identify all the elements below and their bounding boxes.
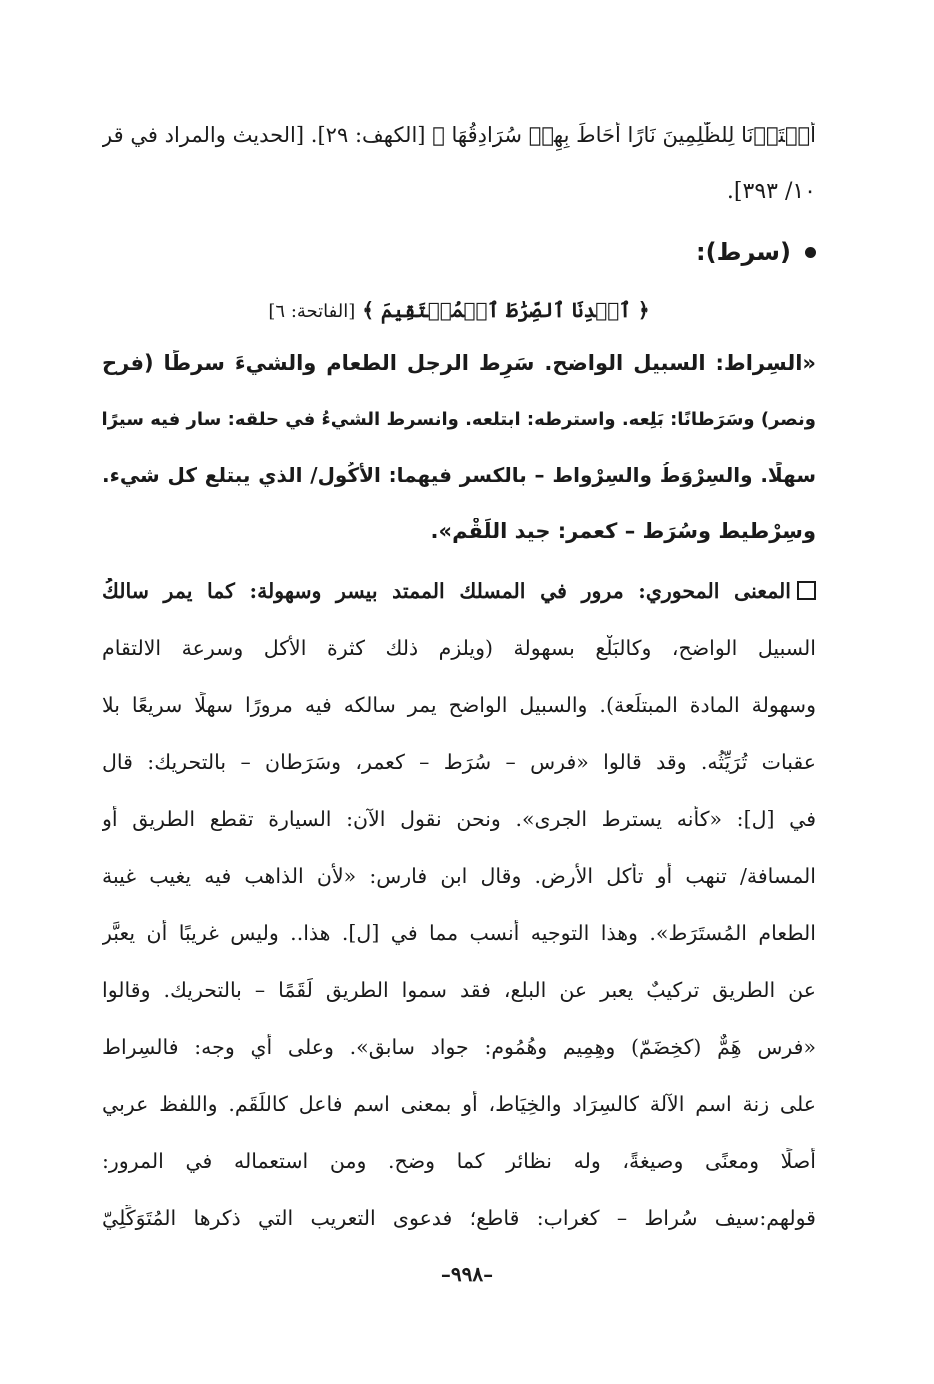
dictionary-quote — [102, 350, 816, 574]
text-line: في [ل]: «كأنه يسترط الجرى». ونحن نقول الآن: السيارة تقطع الطريق أو — [102, 807, 816, 831]
square-icon — [797, 581, 816, 600]
entry-root: (سرط): — [696, 238, 791, 266]
text-line: عن الطريق تركيبٌ يعبر عن البلع، فقد سموا الطريق لَقَمًا – بالتحريك. وقالوا — [102, 978, 816, 1002]
section-label-rest: : مرور في المسلك الممتد بيسر وسهولة: كما يمر سالكُ — [102, 579, 646, 603]
verse-reference: [الفاتحة: ٦] — [268, 301, 356, 322]
body-paragraph — [102, 578, 816, 1262]
text-line: سهلًا. والسِرْوَطُ والسِرْواط – بالكسر فيهما: الأكُول/ الذي يبتلع كل شيء. — [102, 463, 816, 487]
text-line: المسافة/ تنهب أو تأكل الأرض. وقال ابن فارس: «لأن الذاهب فيه يغيب غيبة — [102, 864, 816, 888]
text-line: عقبات تُرَيِّثُه. وقد قالوا «فرس – سُرَط – كعمر، وسَرَطان – بالتحريك: قال — [102, 750, 816, 774]
quran-verse — [102, 296, 816, 326]
text-line: «فرس هَِمٌّ (كخِضَمّ) وهِمِيم وهُمُوم: جواد سابق». وعلى أي وجه: فالسِراط — [102, 1035, 816, 1059]
text-line — [102, 578, 816, 635]
text-line: أصلًا ومعنًى وصيغةً، وله نظائر كما وضح. ومن استعماله في المرور: — [102, 1149, 816, 1173]
text-line: «السِراط: السبيل الواضح. سَرِط الرجل الطعام والشيءَ سرطًا (فرح — [102, 351, 816, 375]
text-line: ونصر) وسَرَطانًا: بَلِعه. واسترطه: ابتلعه. وانسرط الشيءُ في حلقه: سار فيه سيرًا — [102, 409, 816, 430]
text-line: وسهولة المادة المبتلَعة). والسبيل الواضح يمر سالكه فيه مرورًا سهلًا سريعًا بلا — [102, 693, 816, 717]
verse-text: ﴿ ٱهۡدِنَا ٱلصِّرَٰطَ ٱلۡمُسۡتَقِيمَ ﴾ — [362, 298, 650, 322]
text-line: وسِرْطيط وسُرَط – كعمر: جيد اللَقْم». — [430, 519, 816, 543]
text-line: على زنة اسم الآلة كالسِرَاد والخِيَاط، أو بمعنى اسم فاعل كاللَقَم. واللفظ عربي — [102, 1092, 816, 1116]
section-label: المعنى المحوري — [645, 579, 791, 603]
intro-paragraph — [102, 122, 816, 234]
text-line: أَعۡتَدۡنَا لِلظَّٰلِمِينَ نَارًا أَحَاطَ بِهِمۡ سُرَادِقُهَا ﴾ [الكهف: ٢٩]. [الحديث والمراد في قر — [102, 123, 816, 147]
page-number: –٩٩٨– — [440, 1262, 494, 1286]
text-line: قولهم:سيف سُراط – كغراب: قاطع؛ فدعوى التعريب التي ذكرها المُتَوَكِّلِيّ — [102, 1206, 816, 1230]
bullet-icon — [805, 247, 816, 258]
text-line: السبيل الواضح، وكالبَلْع بسهولة (ويلزم ذلك كثرة الأكل وسرعة الالتقام — [102, 636, 816, 660]
text-line: الطعام المُستَرَط». وهذا التوجيه أنسب مما في [ل]. هذا.. وليس غريبًا أن يعبَّر — [102, 921, 816, 945]
entry-heading — [696, 238, 816, 266]
text-line: ١٠/ ٣٩٣]. — [726, 179, 816, 204]
